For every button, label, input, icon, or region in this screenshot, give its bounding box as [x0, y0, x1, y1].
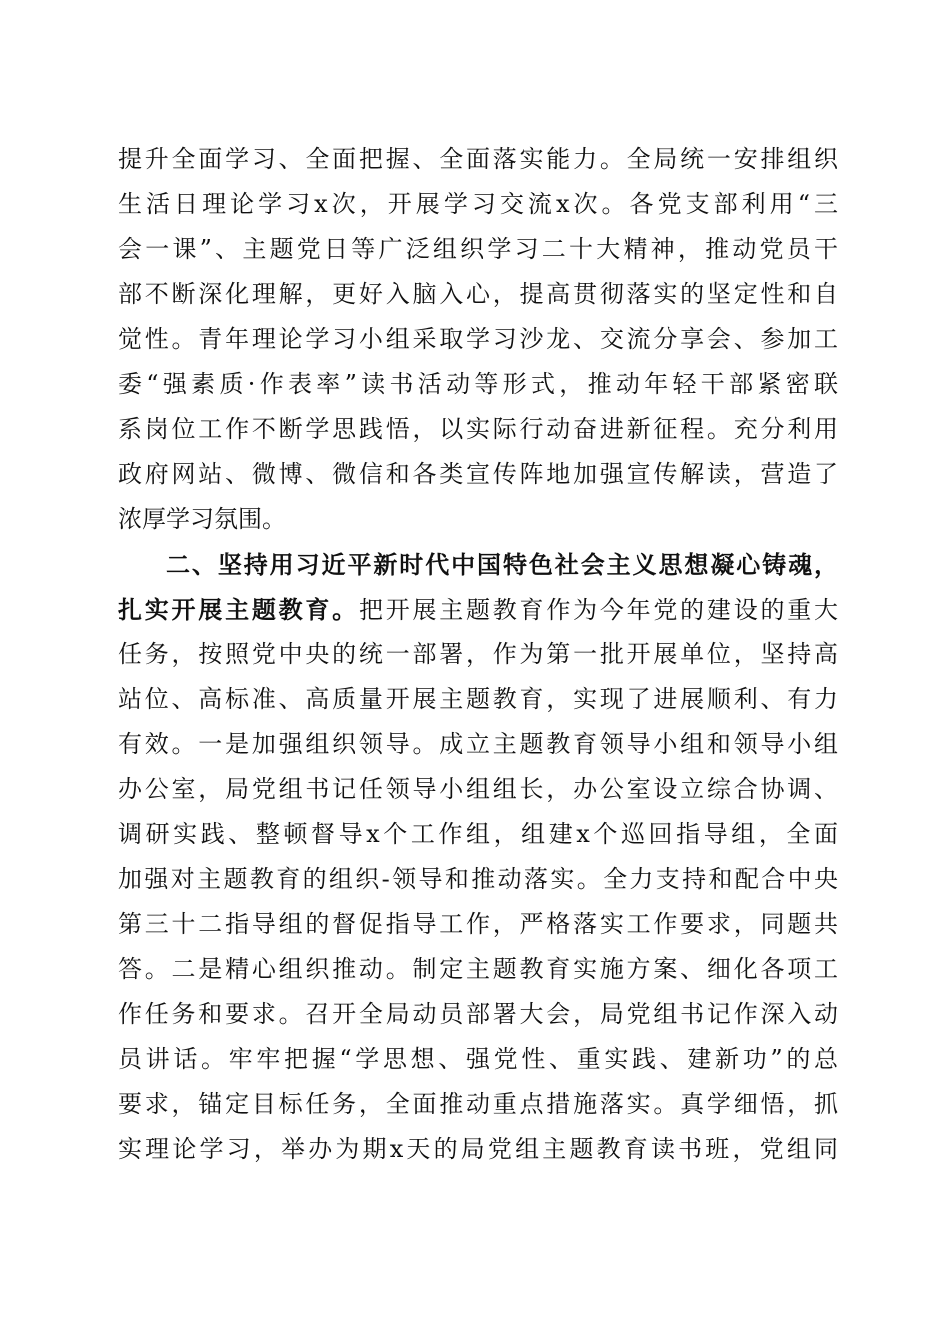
text-line: 实理论学习，举办为期x天的局党组主题教育读书班，党组同 [118, 1135, 838, 1163]
text-run: 把开展主题教育作为今年党的建设的重大 [358, 596, 838, 624]
text-line: 办公室，局党组书记任领导小组组长，办公室设立综合协调、 [118, 775, 838, 803]
text-line: 浓厚学习氛围。 [118, 505, 286, 533]
text-line: 员讲话。牢牢把握“学思想、强党性、重实践、建新功”的总 [118, 1045, 838, 1073]
text-line: 部不断深化理解，更好入脑入心，提高贯彻落实的坚定性和自 [118, 280, 838, 308]
text-line: 答。二是精心组织推动。制定主题教育实施方案、细化各项工 [118, 955, 838, 983]
text-line: 有效。一是加强组织领导。成立主题教育领导小组和领导小组 [118, 730, 838, 758]
text-line: 要求，锚定目标任务，全面推动重点措施落实。真学细悟，抓 [118, 1090, 838, 1118]
text-line: 调研实践、整顿督导x个工作组，组建x个巡回指导组，全面 [118, 820, 838, 848]
section-heading-continued: 扎实开展主题教育。 [118, 595, 359, 624]
text-line: 作任务和要求。召开全局动员部署大会，局党组书记作深入动 [118, 1000, 838, 1028]
text-line: 觉性。青年理论学习小组采取学习沙龙、交流分享会、参加工 [118, 325, 838, 353]
text-line: 加强对主题教育的组织-领导和推动落实。全力支持和配合中央 [118, 865, 838, 893]
text-line: 委“强素质·作表率”读书活动等形式，推动年轻干部紧密联 [118, 370, 838, 398]
text-line: 会一课”、主题党日等广泛组织学习二十大精神，推动党员干 [118, 235, 838, 263]
document-body [118, 137, 838, 1172]
text-line: 系岗位工作不断学思践悟，以实际行动奋进新征程。充分利用 [118, 415, 838, 443]
text-line [118, 587, 838, 632]
text-line: 第三十二指导组的督促指导工作，严格落实工作要求，同题共 [118, 910, 838, 938]
section-heading: 二、坚持用习近平新时代中国特色社会主义思想凝心铸魂， [166, 550, 838, 579]
text-line: 任务，按照党中央的统一部署，作为第一批开展单位，坚持高 [118, 640, 838, 668]
text-line: 提升全面学习、全面把握、全面落实能力。全局统一安排组织 [118, 145, 838, 173]
text-line: 政府网站、微博、微信和各类宣传阵地加强宣传解读，营造了 [118, 460, 838, 488]
text-line: 站位、高标准、高质量开展主题教育，实现了进展顺利、有力 [118, 685, 838, 713]
text-line: 生活日理论学习x次，开展学习交流x次。各党支部利用“三 [118, 190, 838, 218]
